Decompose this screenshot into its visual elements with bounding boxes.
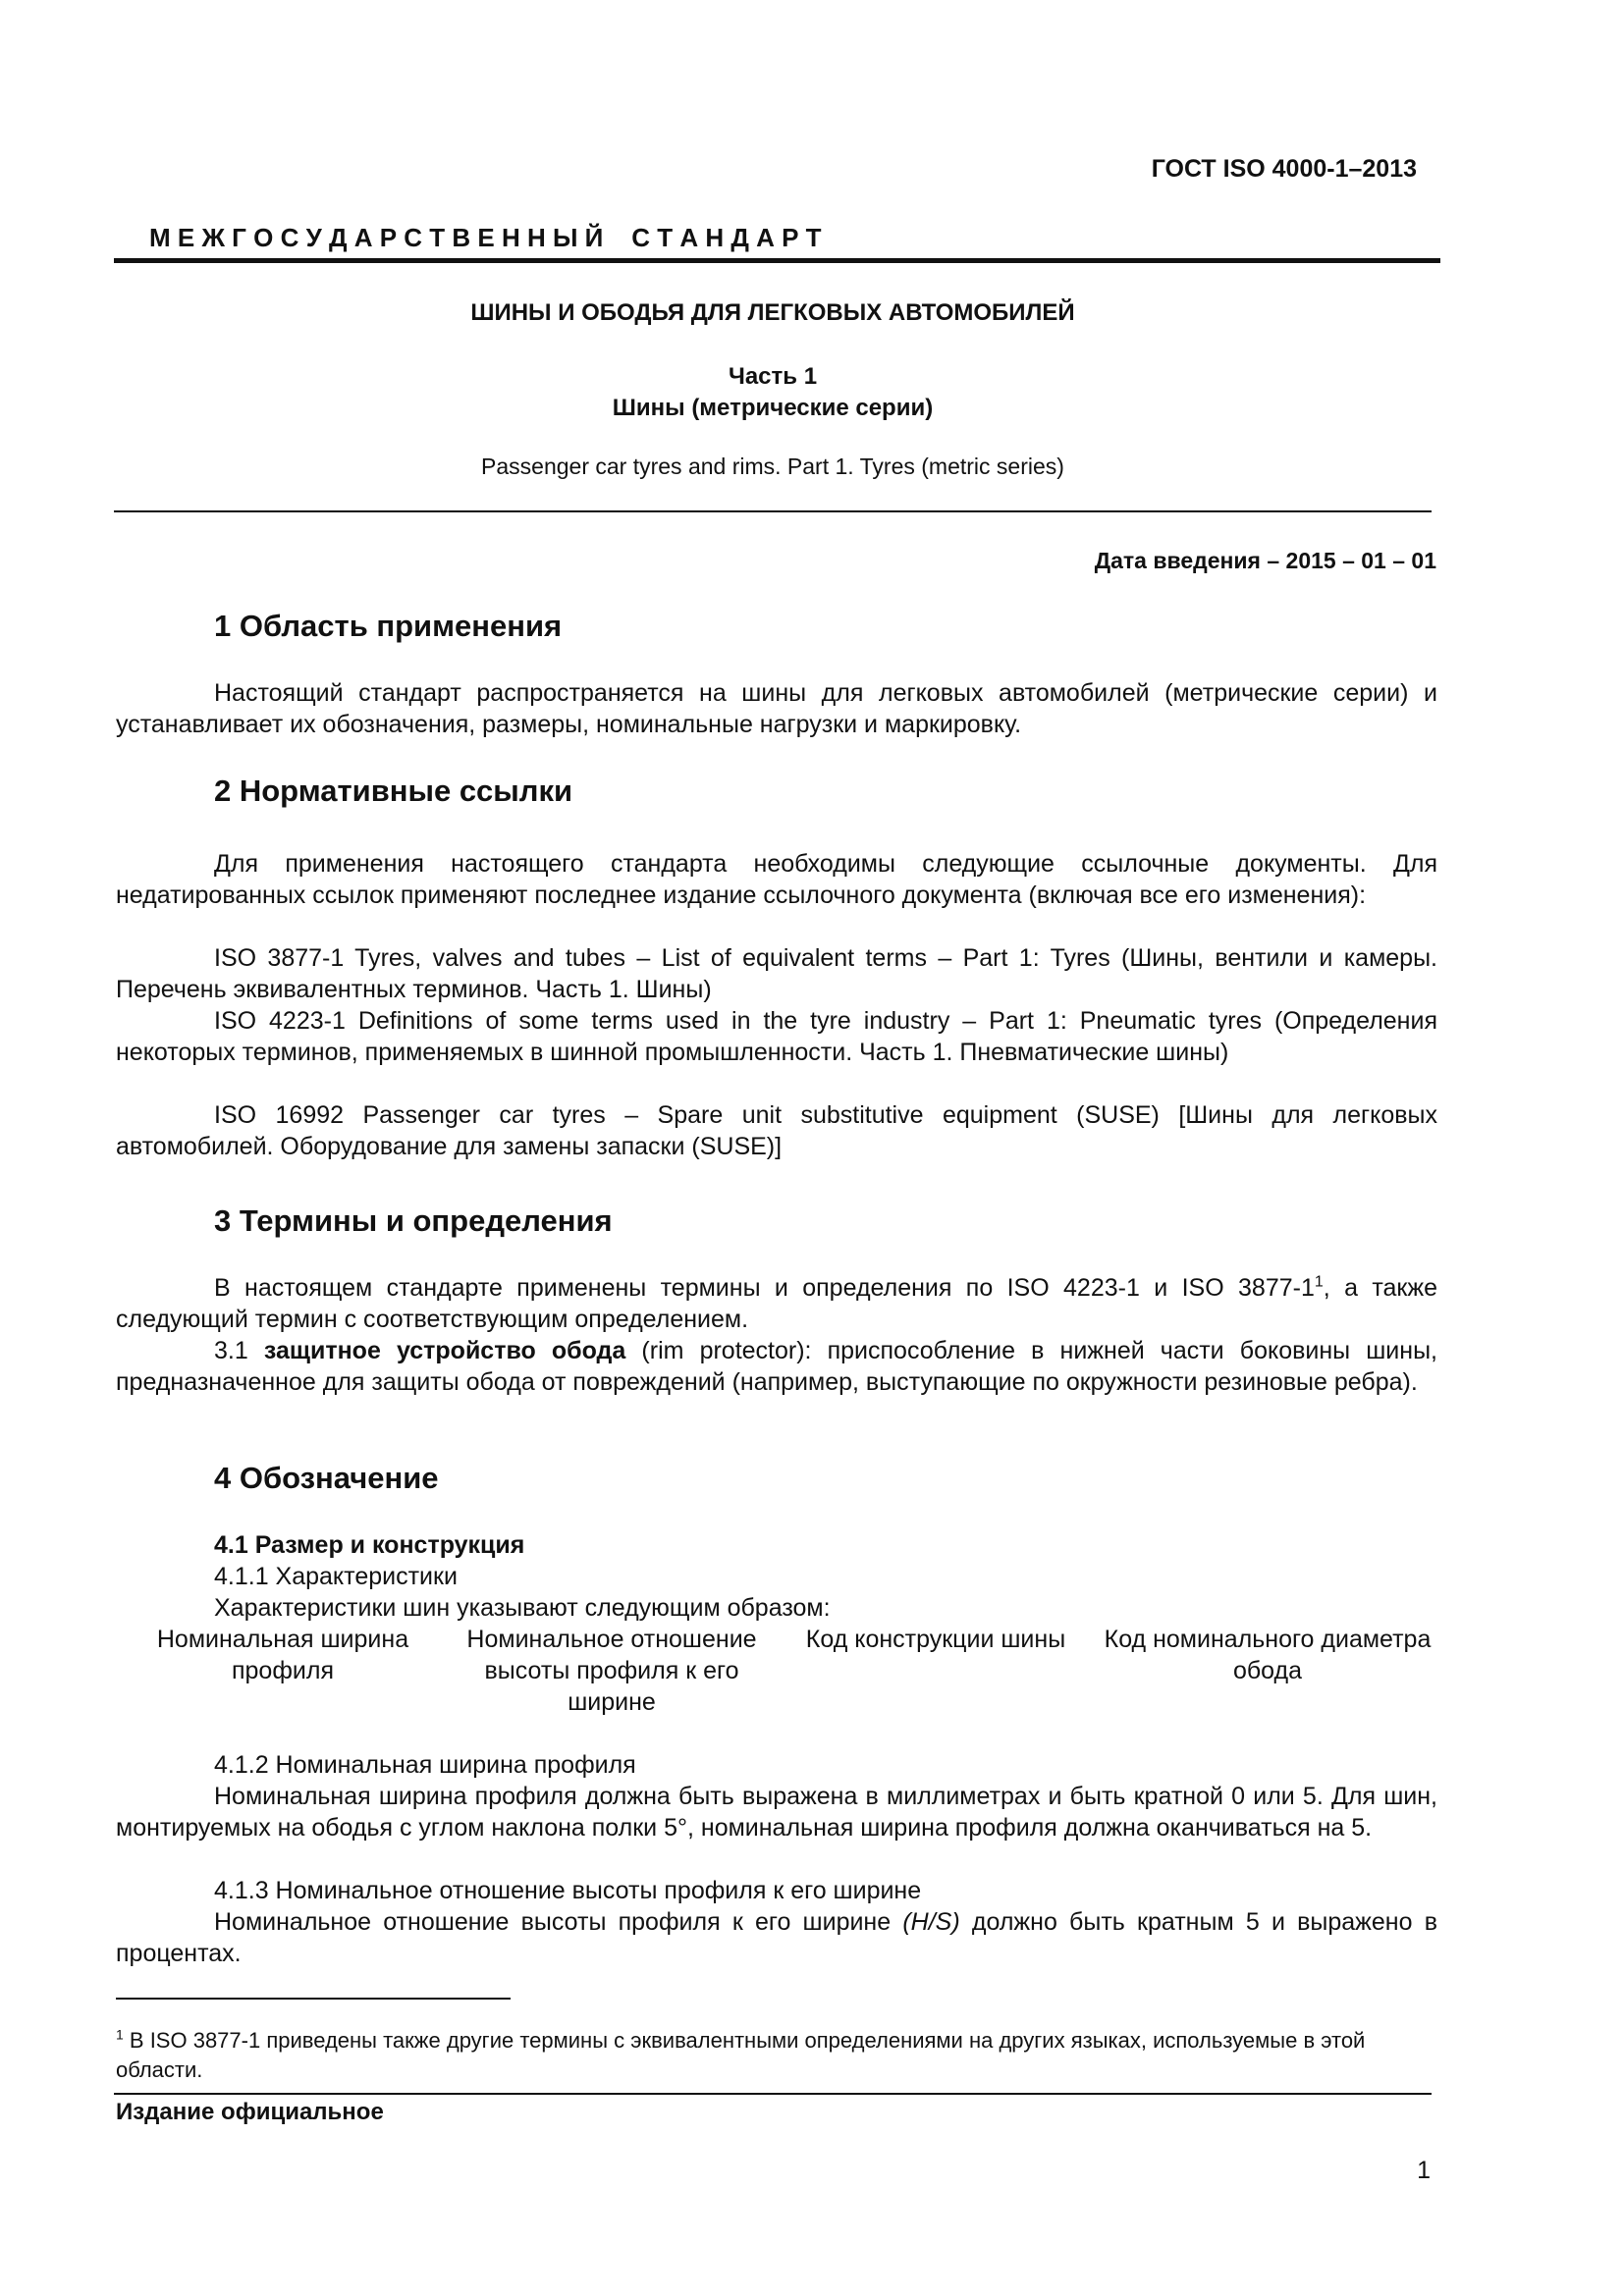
reference-iso-4223: ISO 4223-1 Definitions of some terms used in the tyre industry – Part 1: Pneumatic tyres (Определения некоторых терминов, применяемых в шинной промышленности. Часть 1. Пневматические шины)	[116, 1007, 1437, 1066]
column-aspect-ratio: Номинальное отношение высоты профиля к его ширине	[466, 1626, 757, 1716]
term-number: 3.1	[214, 1337, 264, 1364]
footnote-text: В ISO 3877-1 приведены также другие термины с эквивалентными определениями на других языках, используемые в этой области.	[116, 2028, 1366, 2082]
section-2-text-1: Для применения настоящего стандарта необходимы следующие ссылочные документы. Для недатированных ссылок применяют последнее издание ссылочного документа (включая все его изменения):	[116, 850, 1437, 909]
subsection-4-1-3-paragraph	[116, 1906, 1437, 1969]
section-2-reference-1	[116, 942, 1437, 1005]
document-title: ШИНЫ И ОБОДЬЯ ДЛЯ ЛЕГКОВЫХ АВТОМОБИЛЕЙ	[470, 299, 1075, 326]
footnote-reference: 1	[1314, 1273, 1324, 1291]
reference-iso-16992: ISO 16992 Passenger car tyres – Spare unit substitutive equipment (SUSE) [Шины для легковых автомобилей. Оборудование для замены запаски (SUSE)]	[116, 1101, 1437, 1160]
footnote-mark: 1	[116, 2026, 124, 2043]
section-3-paragraph-1	[116, 1272, 1437, 1335]
term-definition: (rim protector): приспособление в нижней части боковины шины, предназначенное для защиты обода от повреждений (например, выступающие по окружности резиновые ребра).	[116, 1337, 1437, 1396]
column-rim-diameter-code: Код номинального диаметра обода	[1104, 1626, 1432, 1684]
section-1-paragraph	[116, 677, 1437, 740]
characteristics-intro: Характеристики шин указывают следующим образом:	[214, 1594, 831, 1622]
footer-rule	[114, 2093, 1432, 2095]
section-3-text-a: В настоящем стандарте применены термины и определения по ISO 4223-1 и ISO 3877-1	[214, 1274, 1315, 1302]
section-3-definition	[116, 1335, 1437, 1398]
subsection-4-1-3-text-a: Номинальное отношение высоты профиля к его ширине	[214, 1908, 903, 1936]
standard-banner: М Е Ж Г О С У Д А Р С Т В Е Н Н Ы Й С Т А Н Д А Р Т	[149, 223, 822, 252]
subsection-4-1-2-heading: 4.1.2 Номинальная ширина профиля	[214, 1751, 636, 1779]
title-rule	[114, 510, 1432, 512]
section-2-reference-2	[116, 1005, 1437, 1068]
reference-iso-3877: ISO 3877-1 Tyres, valves and tubes – List of equivalent terms – Part 1: Tyres (Шины, вентили и камеры. Перечень эквивалентных терминов. Часть 1. Шины)	[116, 944, 1437, 1003]
section-3-heading: 3 Термины и определения	[214, 1203, 613, 1238]
footnote-rule	[116, 1998, 511, 2000]
subsection-4-1-2-paragraph	[116, 1781, 1437, 1843]
subsection-4-1-heading: 4.1 Размер и конструкция	[214, 1531, 525, 1559]
column-nominal-width: Номинальная ширина профиля	[156, 1626, 409, 1684]
characteristics-columns	[116, 1624, 1437, 1718]
introduction-date: Дата введения – 2015 – 01 – 01	[1094, 548, 1436, 573]
document-code: ГОСТ ISO 4000-1–2013	[1151, 155, 1417, 183]
page-number: 1	[1417, 2157, 1431, 2184]
part-subtitle: Шины (метрические серии)	[612, 395, 934, 421]
section-1-text: Настоящий стандарт распространяется на шины для легковых автомобилей (метрические серии) и устанавливает их обозначения, размеры, номинальные нагрузки и маркировку.	[116, 679, 1437, 738]
section-1-heading: 1 Область применения	[214, 609, 563, 643]
english-title: Passenger car tyres and rims. Part 1. Tyres (metric series)	[481, 454, 1064, 479]
footnote	[116, 2026, 1437, 2085]
section-4-heading: 4 Обозначение	[214, 1461, 439, 1495]
column-construction-code: Код конструкции шины	[805, 1626, 1066, 1653]
subsection-4-1-1-heading: 4.1.1 Характеристики	[214, 1563, 458, 1590]
term-name: защитное устройство обода	[263, 1337, 626, 1364]
section-3-text-b: , а также следующий термин с соответствующим определением.	[116, 1274, 1437, 1333]
header-rule	[114, 258, 1440, 263]
edition-label: Издание официальное	[116, 2099, 384, 2125]
section-2-reference-3	[116, 1099, 1437, 1162]
subsection-4-1-3-text-b: должно быть кратным 5 и выражено в процентах.	[116, 1908, 1437, 1967]
section-2-paragraph-1	[116, 848, 1437, 911]
subsection-4-1-2-text: Номинальная ширина профиля должна быть выражена в миллиметрах и быть кратной 0 или 5. Для шин, монтируемых на ободья с углом наклона полки 5°, номинальная ширина профиля должна оканчиваться на 5.	[116, 1783, 1437, 1842]
subsection-4-1-3-heading: 4.1.3 Номинальное отношение высоты профиля к его ширине	[214, 1877, 922, 1904]
section-2-heading: 2 Нормативные ссылки	[214, 774, 573, 808]
part-number: Часть 1	[728, 363, 818, 390]
hs-symbol: (H/S)	[902, 1908, 960, 1936]
